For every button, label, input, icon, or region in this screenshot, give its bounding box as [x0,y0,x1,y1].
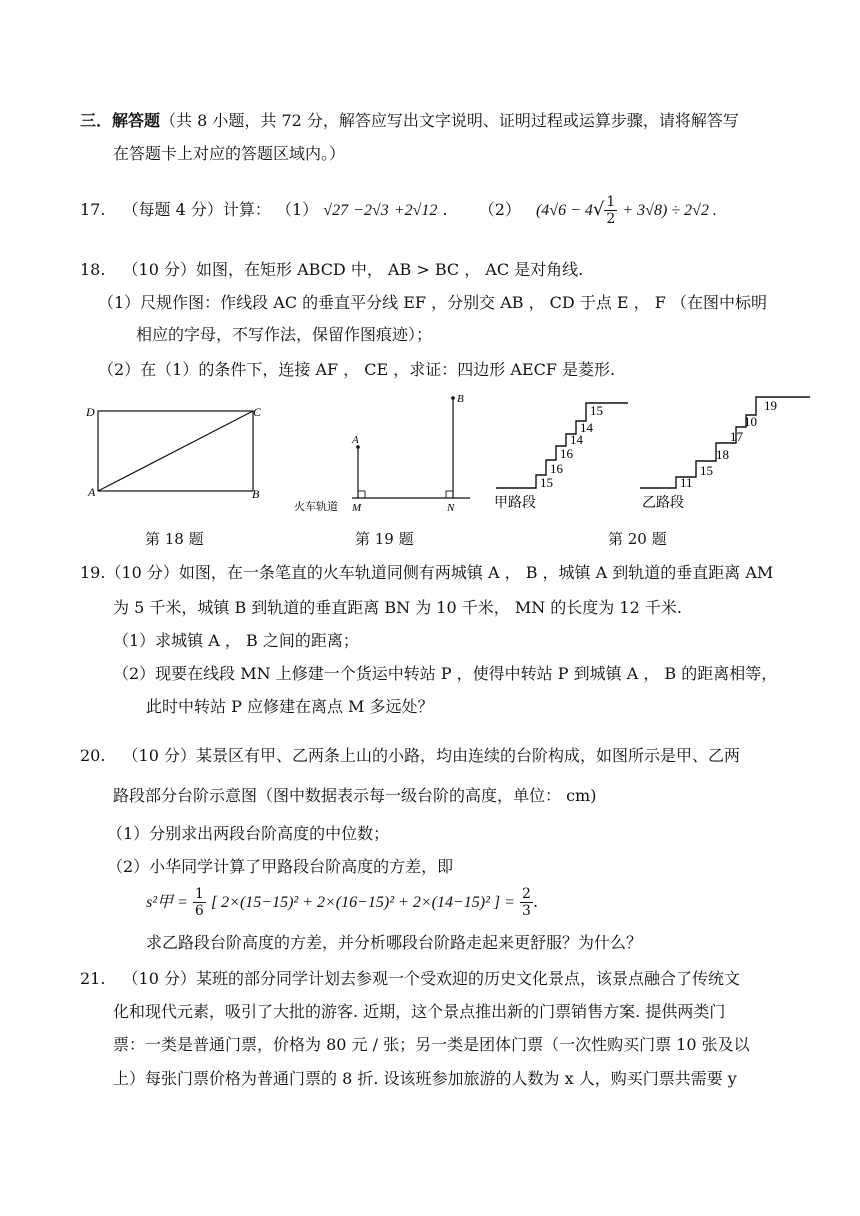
stair-path-yi [640,397,810,488]
right-angle-m [358,491,365,498]
track-label: 火车轨道 [294,501,338,513]
expr-2-start: (4√6 − 4 [535,202,593,219]
question-19-part1: （1）求城镇 A ， B 之间的距离； [113,631,359,650]
part-1-label: （1） [276,200,319,219]
formula-lhs: s²甲 = [146,894,188,911]
formula-result-2-3: $\frac{2}{3}$ [522,886,531,919]
figure-20-stairs [490,394,816,516]
question-number: 18. [80,260,106,279]
question-20-part1: （1）分别求出两段台阶高度的中位数； [107,824,390,843]
question-18 [80,259,583,281]
jia-label: 甲路段 [494,496,536,511]
point-b [451,396,455,400]
question-20-stem-cont: 路段部分台阶示意图（图中数据表示每一级台阶的高度，单位： cm) [113,786,597,805]
vertex-label-a: A [88,485,96,499]
figure-20-caption: 第 20 题 [608,530,667,548]
jia-step-1: 15 [540,475,553,490]
vertex-label-d: D [86,405,95,419]
jia-step-5: 14 [580,420,593,435]
section-number: 三． [80,111,113,130]
question-17 [80,194,717,227]
question-20-stem: （10 分）某景区有甲、乙两条上山的小路，均由连续的台阶构成，如图所示是甲、乙两 [122,746,740,765]
diagonal-ac [98,411,253,491]
question-18-stem: （10 分）如图，在矩形 ABCD 中， AB > BC ， AC 是对角线. [122,260,584,279]
yi-step-4: 17 [730,429,743,444]
expr-term-2: −2√3 [353,202,389,219]
question-19-part2: （2）现要在线段 MN 上修建一个货运中转站 P ，使得中转站 P 到城镇 A ， B 的距离相等， [113,664,778,683]
jia-step-2: 16 [550,461,563,476]
question-19-part2-cont: 此时中转站 P 应修建在离点 M 多远处？ [146,697,434,716]
formula-fraction-1-6: $\frac{1}{6}$ [194,886,204,919]
point-label-m: M [352,502,362,514]
variance-formula [146,884,538,921]
part-2-label: （2） [478,200,521,219]
question-20-part2: （2）小华同学计算了甲路段台阶高度的方差，即 [107,857,454,876]
yi-step-3: 18 [716,447,729,462]
point-label-n: N [447,502,455,514]
yi-step-6: 19 [764,398,777,413]
question-points: （每题 4 分）计算： [122,200,271,219]
radical-sign: √ [592,199,605,220]
figure-18-rectangle [86,402,268,506]
section-description-cont: 在答题卡上对应的答题区域内。） [113,144,346,163]
jia-step-3: 16 [560,446,573,461]
question-number: 17. [80,200,106,219]
question-19-stem: （10 分）如图，在一条笔直的火车轨道同侧有两城镇 A ， B ，城镇 A 到轨道的垂直距离 AM [105,563,774,582]
expr-end: . [442,200,448,219]
right-angle-n [446,491,453,498]
question-21-line4: 上）每张门票价格为普通门票的 8 折. 设该班参加旅游的人数为 x 人，购买门票共需要 y [113,1069,737,1088]
question-21-line1: （10 分）某班的部分同学计划去参观一个受欢迎的历史文化景点，该景点融合了传统文 [122,969,740,988]
yi-step-5: 10 [744,414,757,429]
section-title: 解答题 [112,111,161,130]
figure-19-track [292,392,482,514]
question-18-part1-cont: 相应的字母，不写作法，保留作图痕迹）； [136,325,433,344]
formula-end: . [532,892,539,911]
question-21-line2: 化和现代元素，吸引了大批的游客. 近期，这个景点推出新的门票销售方案. 提供两类门 [113,1002,726,1021]
question-number: 20. [80,746,106,765]
question-20-part2-ask: 求乙路段台阶高度的方差，并分析哪段台阶路走起来更舒服？为什么？ [146,933,643,952]
expr-term-1: √27 [323,202,349,219]
question-18-part2: （2）在（1）的条件下，连接 AF ， CE ，求证：四边形 AECF 是菱形. [98,360,616,379]
yi-step-2: 15 [700,463,713,478]
jia-step-4: 14 [570,432,583,447]
question-21 [80,968,740,990]
point-label-b: B [457,393,464,405]
question-20 [80,745,740,767]
figure-19-caption: 第 19 题 [355,530,414,548]
section-description: （共 8 小题，共 72 分，解答应写出文字说明、证明过程或运算步骤，请将解答写 [160,111,739,130]
question-18-part1: （1）尺规作图：作线段 AC 的垂直平分线 EF ，分别交 AB ， CD 于点 E ， F （在图中标明 [98,293,767,312]
question-19 [80,562,773,584]
vertex-label-c: C [253,405,262,419]
question-19-stem-cont: 为 5 千米，城镇 B 到轨道的垂直距离 BN 为 10 千米， MN 的长度为 12 千米. [113,598,682,617]
expr-2-end: + 3√8) ÷ 2√2 . [622,202,717,219]
expr-term-3: +2√12 [393,202,438,219]
fraction-one-half: $\frac{1}{2}$ [606,194,616,227]
vertex-label-b: B [252,487,260,501]
figure-18-caption: 第 18 题 [145,530,204,548]
section-header [80,110,739,132]
question-21-line3: 票：一类是普通门票，价格为 80 元 / 张；另一类是团体门票（一次性购买门票 10 张及以 [113,1035,750,1054]
jia-step-6: 15 [590,403,603,418]
point-label-a: A [352,434,359,446]
question-number: 19. [80,563,106,582]
formula-body: [ 2×(15−15)² + 2×(16−15)² + 2×(14−15)² ] = [210,894,515,911]
yi-step-1: 11 [680,475,693,490]
question-number: 21. [80,969,106,988]
yi-label: 乙路段 [642,496,684,511]
